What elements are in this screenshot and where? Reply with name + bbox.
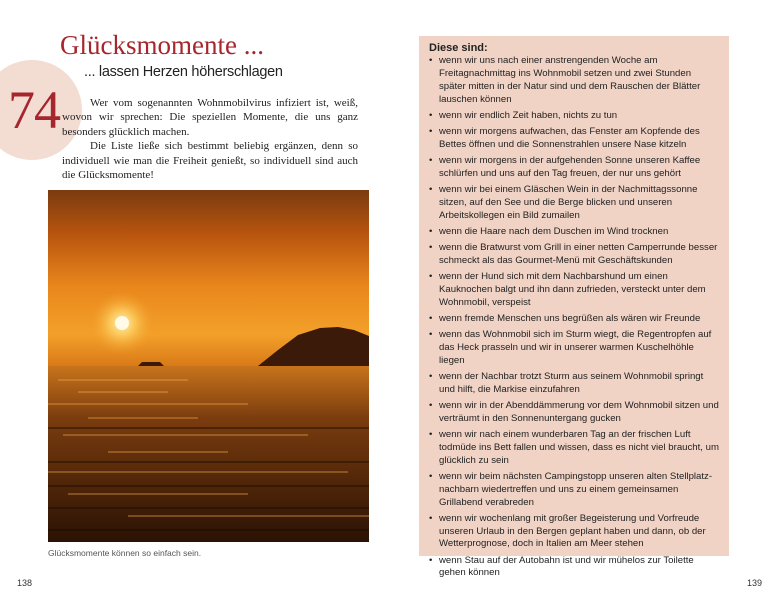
bullet-icon: • bbox=[429, 370, 433, 382]
chapter-number: 74 bbox=[8, 80, 60, 140]
list-item bbox=[429, 55, 719, 107]
page-title: Glücksmomente ... bbox=[60, 30, 264, 60]
page-subtitle: ... lassen Herzen höherschlagen bbox=[84, 64, 283, 80]
bullet-icon: • bbox=[429, 183, 433, 195]
intro-text bbox=[62, 96, 358, 182]
right-page bbox=[389, 0, 778, 600]
list-item bbox=[429, 371, 719, 397]
intro-paragraph: Wer vom sogenannten Wohnmobilvirus infiziert ist, weiß, wovon wir sprechen: Die speziellen Momente, die uns ganz besonders glücklich machen. bbox=[62, 97, 358, 138]
moments-list bbox=[429, 55, 719, 580]
list-item bbox=[429, 155, 719, 181]
list-item-text: wenn Stau auf der Autobahn ist und wir mühelos zur Toilette gehen können bbox=[439, 554, 694, 579]
list-item bbox=[429, 242, 719, 268]
bullet-icon: • bbox=[429, 55, 433, 66]
list-item-text: wenn wir uns nach einer anstrengenden Woche am Freitagnachmittag ins Wohnmobil setzen und zwei Stunden später mitten in der Natur sind und dem Rauschen der Blätter lauschen können bbox=[439, 55, 701, 105]
list-item-text: wenn fremde Menschen uns begrüßen als wären wir Freunde bbox=[439, 312, 701, 324]
list-item-text: wenn wir morgens aufwachen, das Fenster am Kopfende des Bettes öffnen und die Sonnenstrahlen unsere Nase kitzeln bbox=[439, 125, 700, 150]
list-item-text: wenn wir beim nächsten Campingstopp unseren alten Stellplatz-nachbarn wiedertreffen und uns zu einem gemeinsamen Grillabend verabreden bbox=[439, 470, 713, 508]
bullet-icon: • bbox=[429, 241, 433, 253]
list-item-text: wenn wir in der Abenddämmerung vor dem Wohnmobil sitzen und verträumt in den Sonnenuntergang gucken bbox=[439, 399, 719, 424]
list-item bbox=[429, 313, 719, 326]
bullet-icon: • bbox=[429, 554, 433, 566]
list-item bbox=[429, 329, 719, 368]
page-number-right: 139 bbox=[747, 578, 763, 588]
bullet-icon: • bbox=[429, 312, 433, 324]
bullet-icon: • bbox=[429, 154, 433, 166]
list-item bbox=[429, 226, 719, 239]
list-item bbox=[429, 471, 719, 510]
list-item bbox=[429, 555, 719, 581]
list-item-text: wenn das Wohnmobil sich im Sturm wiegt, die Regentropfen auf das Heck prasseln und wir in unserer warmen Kuschelhöhle liegen bbox=[439, 328, 712, 366]
list-item bbox=[429, 429, 719, 468]
bullet-icon: • bbox=[429, 470, 433, 482]
list-item-text: wenn wir nach einem wunderbaren Tag an der frischen Luft todmüde ins Bett fallen und wissen, dass es nicht viel braucht, um glücklich zu sein bbox=[439, 428, 719, 466]
bullet-icon: • bbox=[429, 225, 433, 237]
sunset-photo bbox=[48, 190, 369, 542]
list-item bbox=[429, 126, 719, 152]
list-item-text: wenn wir bei einem Gläschen Wein in der Nachmittagssonne sitzen, auf den See und die Berge blicken und unseren Arbeitskollegen ein Bild zumailen bbox=[439, 183, 698, 221]
list-item-text: wenn der Nachbar trotzt Sturm aus seinem Wohnmobil springt und hilft, die Markise einzufahren bbox=[439, 370, 704, 395]
box-heading: Diese sind: bbox=[429, 42, 488, 54]
bullet-icon: • bbox=[429, 399, 433, 411]
list-item-text: wenn wir morgens in der aufgehenden Sonne unseren Kaffee schlürfen und uns auf den Tag freuen, der nur uns gehört bbox=[439, 154, 701, 179]
list-item-text: wenn die Bratwurst vom Grill in einer netten Camperrunde besser schmeckt als das Gourmet-Menü mit Geschäftskunden bbox=[439, 241, 718, 266]
list-item bbox=[429, 184, 719, 223]
list-item-text: wenn wir wochenlang mit großer Begeisterung und Vorfreude unseren Urlaub in den Bergen geplant haben und dann, ob der Wetterprognose, doch in Italien am Meer stehen bbox=[439, 512, 706, 550]
list-item bbox=[429, 513, 719, 552]
list-item-text: wenn die Haare nach dem Duschen im Wind trocknen bbox=[439, 225, 669, 237]
bullet-icon: • bbox=[429, 270, 433, 282]
bullet-icon: • bbox=[429, 428, 433, 440]
bullet-icon: • bbox=[429, 512, 433, 524]
intro-paragraph: Die Liste ließe sich bestimmt beliebig ergänzen, denn so individuell wie man die Freiheit genießt, so individuell sind auch die Glücksmomente! bbox=[62, 140, 358, 182]
list-item-text: wenn wir endlich Zeit haben, nichts zu tun bbox=[439, 109, 618, 121]
list-item bbox=[429, 271, 719, 310]
list-box bbox=[419, 36, 729, 579]
page-number-left: 138 bbox=[17, 578, 33, 588]
list-item bbox=[429, 400, 719, 426]
bullet-icon: • bbox=[429, 125, 433, 137]
list-item-text: wenn der Hund sich mit dem Nachbarshund um einen Kauknochen balgt und ihn dann zufrieden, versteckt unter dem Wohnmobil, verspeist bbox=[439, 270, 706, 308]
bullet-icon: • bbox=[429, 328, 433, 340]
list-item bbox=[429, 110, 719, 123]
photo-caption: Glücksmomente können so einfach sein. bbox=[48, 548, 202, 558]
bullet-icon: • bbox=[429, 109, 433, 121]
